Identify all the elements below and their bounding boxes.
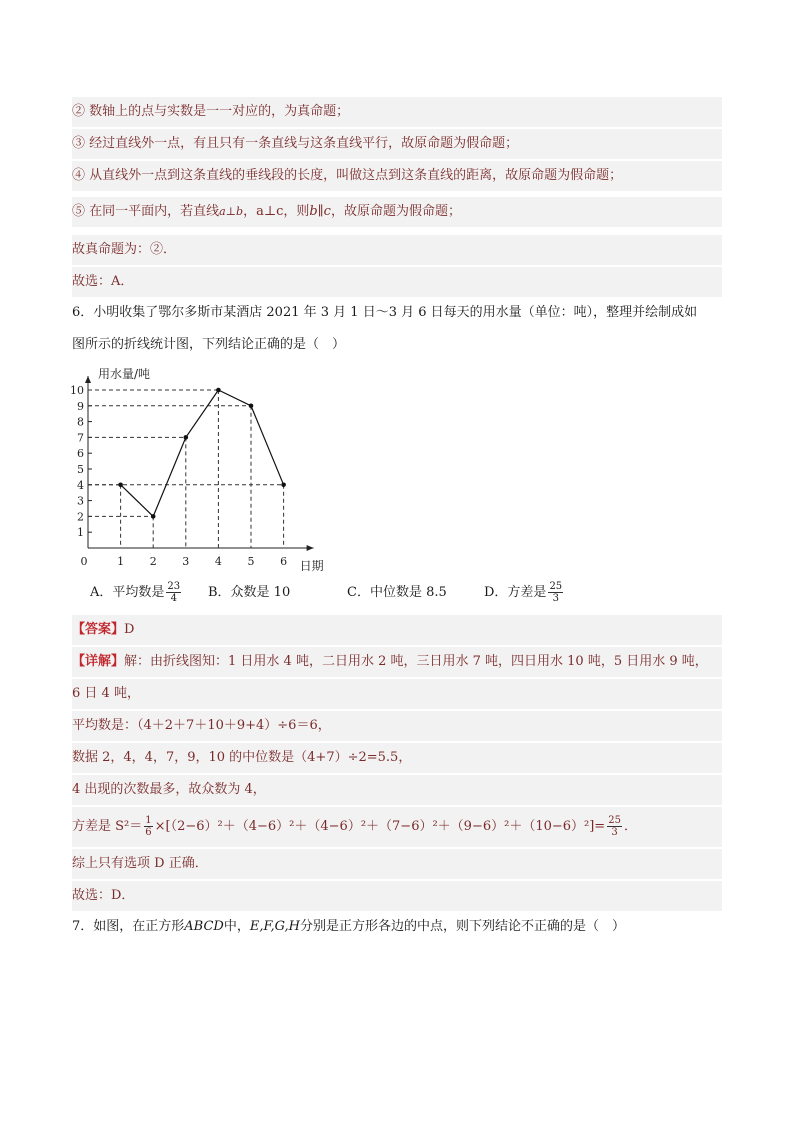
option-b[interactable]: B．众数是 10 [208, 585, 291, 600]
solution-item-2: ② 数轴上的点与实数是一一对应的，为真命题； [72, 97, 722, 127]
x-tick-label: 5 [247, 555, 255, 568]
x-tick-label: 1 [117, 555, 125, 568]
variance-line [72, 807, 722, 847]
y-tick-label: 4 [77, 478, 84, 492]
data-point [249, 404, 254, 409]
y-tick-label: 8 [77, 415, 84, 429]
variance-prefix: 方差是 S²＝ [72, 819, 143, 834]
data-point [281, 483, 286, 488]
solution-conclusion: 故真命题为：②． [72, 235, 722, 265]
q7-mid: 中， [223, 919, 250, 934]
variance-body: ×[（2−6）²＋（4−6）²＋（4−6）²＋（7−6）²＋（9−6）²＋（10−6）²]= [154, 819, 606, 834]
variance-end: ． [623, 819, 637, 834]
data-point [151, 514, 156, 519]
question6-line2: 图所示的折线统计图，下列结论正确的是（ ） [72, 337, 346, 352]
x-tick-label: 0 [80, 555, 88, 568]
variance-fraction: $\frac{1}{6}$ [145, 815, 152, 838]
data-point [184, 435, 189, 440]
mean-line: 平均数是：（4＋2＋7＋10＋9+4）÷6＝6， [72, 711, 722, 741]
option-d-fraction: $\frac{25}{3}$ [549, 581, 563, 604]
detail-tag: 【详解】 [72, 654, 125, 669]
option-d[interactable] [484, 578, 565, 608]
y-tick-label: 5 [77, 463, 84, 476]
data-point [118, 483, 123, 488]
option-a[interactable] [90, 578, 183, 608]
data-series-line [121, 390, 284, 516]
solution-item-3: ③ 经过直线外一点，有且只有一条直线与这条直线平行，故原命题为假命题； [72, 129, 722, 159]
y-axis-arrow [85, 376, 91, 383]
answer-line [72, 615, 722, 645]
y-tick-label: 1 [77, 526, 84, 540]
choice-line: 故选：D． [72, 881, 722, 911]
item5-relation: a⊥b [219, 205, 244, 218]
x-tick-label: 3 [182, 555, 190, 568]
mode-line: 4 出现的次数最多，故众数为 4， [72, 775, 722, 805]
answer-value: D [124, 622, 135, 637]
item5-middle: ，a⊥c，则 [243, 204, 310, 219]
q7-post: 分别是正方形各边的中点，则下列结论不正确的是（ ） [300, 919, 626, 934]
question6-line1: 6．小明收集了鄂尔多斯市某酒店 2021 年 3 月 1 日～3 月 6 日每天的用水量（单位：吨），整理并绘制成如 [72, 305, 698, 320]
solution-item-4: ④ 从直线外一点到这条直线的垂线段的长度，叫做这点到这条直线的距离，故原命题为假命题； [72, 161, 722, 191]
y-tick-label: 7 [77, 431, 84, 445]
option-a-fraction: $\frac{23}{4}$ [167, 581, 181, 604]
answer-tag: 【答案】 [72, 622, 125, 637]
y-tick-label: 3 [77, 494, 84, 508]
x-tick-label: 4 [214, 555, 222, 568]
option-a-label: A．平均数是 [90, 585, 165, 600]
y-tick-label: 10 [70, 384, 84, 397]
x-tick-label: 2 [149, 555, 157, 568]
q7-pre: 7．如图，在正方形 [72, 919, 185, 934]
q7-points: E,F,G,H [249, 919, 300, 934]
y-tick-label: 2 [77, 510, 84, 524]
y-axis-label: 用水量/吨 [98, 367, 151, 381]
detail-line1 [72, 647, 722, 677]
question7-line [72, 912, 722, 942]
item5-parallel: b∥c [309, 204, 331, 219]
x-axis-label: 日期 [299, 559, 324, 572]
solution-item-5 [72, 197, 722, 227]
solution-choice: 故选：A． [72, 267, 722, 297]
line-chart [66, 358, 336, 572]
y-tick-label: 9 [77, 399, 84, 413]
detail-line2: 6 日 4 吨， [72, 679, 722, 709]
data-point [216, 388, 221, 393]
item5-prefix: ⑤ 在同一平面内，若直线 [72, 204, 220, 219]
q7-square: ABCD [184, 919, 224, 934]
y-tick-label: 6 [77, 447, 84, 461]
summary-line: 综上只有选项 D 正确． [72, 849, 722, 879]
option-c[interactable]: C．中位数是 8.5 [347, 585, 447, 600]
item5-suffix: ，故原命题为假命题； [330, 204, 461, 219]
x-tick-label: 6 [280, 555, 288, 568]
x-axis-arrow [307, 545, 314, 551]
detail-text1: 解：由折线图知：1 日用水 4 吨，二日用水 2 吨，三日用水 7 吨，四日用水 10 吨，5 日用水 9 吨， [124, 654, 708, 669]
variance-result: $\frac{25}{3}$ [608, 815, 621, 838]
option-d-label: D．方差是 [484, 585, 547, 600]
median-line: 数据 2，4，4，7，9，10 的中位数是（4+7）÷2=5.5， [72, 743, 722, 773]
